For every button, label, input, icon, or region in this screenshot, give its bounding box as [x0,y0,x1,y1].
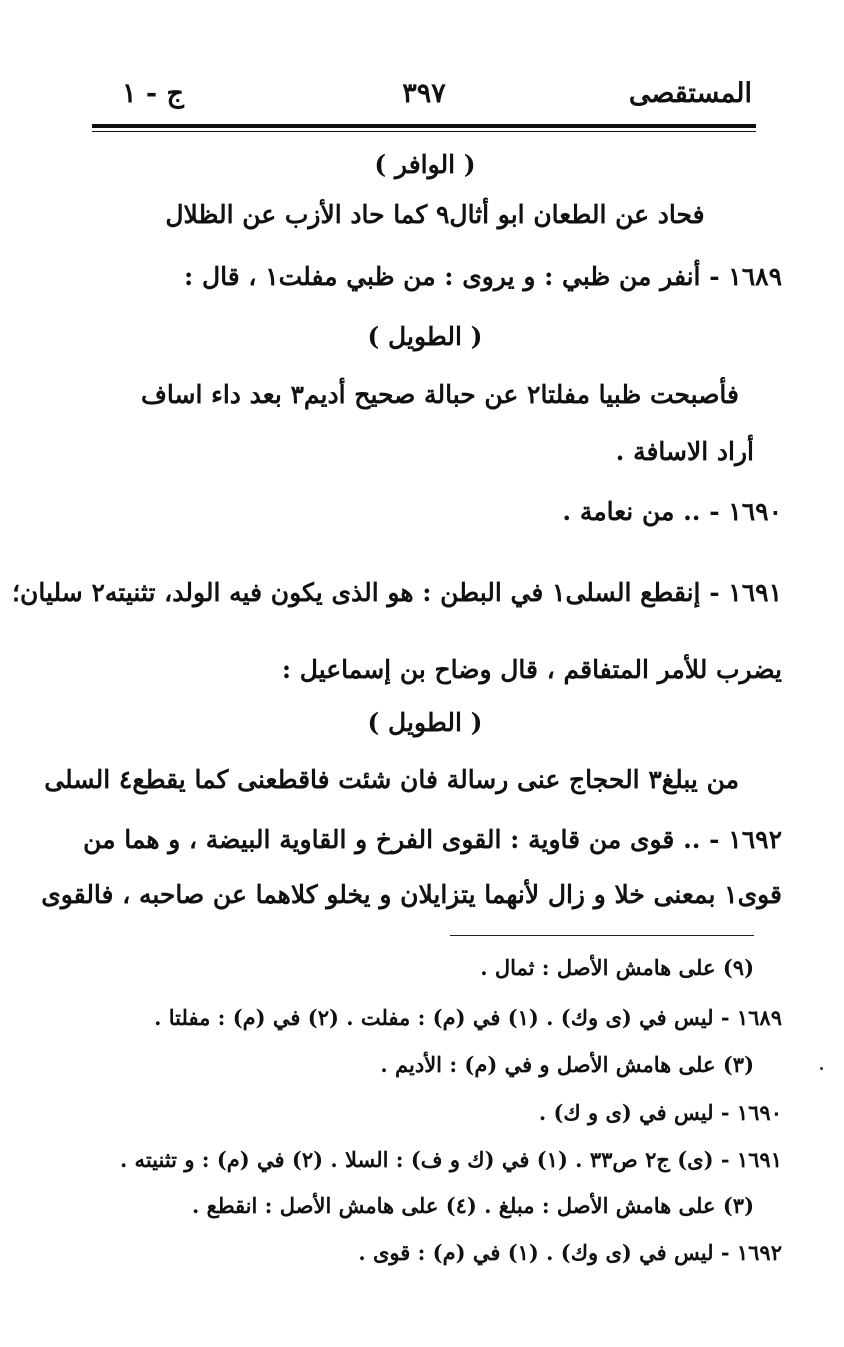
footnote-line: ١٦٨٩ - ليس في (ى وك) . (١) في (م) : مفلت . (٢) في (م) : مفلتا . [154,1005,782,1030]
footnote-line: ١٦٩٢ - ليس في (ى وك) . (١) في (م) : قوى . [358,1240,782,1265]
footnote-line: (٣) على هامش الأصل و في (م) : الأديم . [380,1052,754,1077]
meter-label-wafir: ( الوافر ) [374,150,476,179]
footnote-line: ١٦٩٠ - ليس في (ى و ك) . [538,1100,782,1125]
header-rule-thick [92,124,756,128]
header-rule-thin [92,131,756,132]
text-line: يضرب للأمر المتفاقم ، قال وضاح بن إسماعيل : [281,655,782,684]
footnote-line: (٣) على هامش الأصل : مبلغ . (٤) على هامش الأصل : انقطع . [192,1193,754,1218]
scan-speck [820,1067,823,1070]
footnote-line: ١٦٩١ - (ى) ج٢ ص٣٣ . (١) في (ك و ف) : السلا . (٢) في (م) : و تثنيته . [119,1147,782,1172]
proverb-entry-1690: ١٦٩٠ - .. من نعامة . [562,497,782,526]
proverb-entry-1689: ١٦٨٩ - أنفر من ظبي : و يروى : من ظبي مفلت١ ، قال : [184,262,782,291]
verse-line: من يبلغ٣ الحجاج عنى رسالة فان شئت فاقطعنى كما يقطع٤ السلى [44,765,739,794]
verse-line: فحاد عن الطعان ابو أثال٩ كما حاد الأزب عن الظلال [165,200,705,229]
text-line: أراد الاسافة . [615,437,754,466]
footnote-line: (٩) على هامش الأصل : ثمال . [480,955,754,980]
proverb-entry-1691: ١٦٩١ - إنقطع السلى١ في البطن : هو الذى يكون فيه الولد، تثنيته٢ سليان؛ [12,578,782,607]
page-number: ٣٩٧ [402,78,446,109]
meter-label-tawil: ( الطويل ) [367,708,483,737]
volume-label: ج - ١ [122,78,184,109]
footnote-rule [450,935,754,936]
running-header [92,78,756,124]
book-title: المستقصى [628,78,752,109]
text-line: قوى١ بمعنى خلا و زال لأنهما يتزايلان و يخلو كلاهما عن صاحبه ، فالقوى [41,880,782,909]
proverb-entry-1692: ١٦٩٢ - .. قوى من قاوية : القوى الفرخ و القاوية البيضة ، و هما من [83,825,782,854]
meter-label-tawil: ( الطويل ) [367,322,483,351]
verse-line: فأصبحت ظبيا مفلتا٢ عن حبالة صحيح أديم٣ بعد داء اساف [140,380,739,409]
